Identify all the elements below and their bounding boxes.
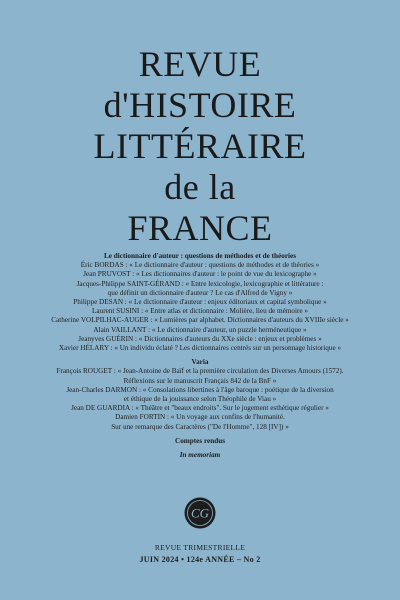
toc-entry: Alain VAILLANT : « Le dictionnaire d'auteur, un puzzle herméneutique » — [93, 325, 307, 334]
title-line-france: FRANCE — [127, 208, 273, 248]
toc-entry: Jean DE GUARDIA : « Théâtre et "beaux endroits". Sur le jugement esthétique régulier » — [71, 404, 329, 413]
classiques-garnier-logo-icon — [184, 497, 216, 529]
toc-entry: Jeanyves GUÉRIN : « Dictionnaires d'auteurs du XXe siècle : enjeux et problèmes » — [78, 334, 322, 343]
comptes-rendus-heading: Comptes rendus — [175, 436, 225, 445]
logo-monogram: CG — [190, 505, 210, 521]
toc-entry: Sur une remarque des Caractères ("De l'Homme", 128 [IV]) » — [111, 422, 289, 431]
toc-entry: Laurent SUSINI : « Entre atlas et dictionnaire : Molière, lieu de mémoire » — [92, 307, 308, 316]
in-memoriam-heading: In memoriam — [179, 451, 221, 460]
toc-entry: Damien FORTIN : « Un voyage aux confins de l'humanité. — [115, 413, 285, 422]
toc-entry: Philippe DESAN : « Le dictionnaire d'auteur : enjeux éditoriaux et capital symbolique » — [73, 298, 327, 307]
journal-title — [0, 44, 400, 249]
toc-entry: Éric BORDAS : « Le dictionnaire d'auteur : questions de méthodes et de théories » — [80, 261, 320, 270]
title-line-histoire: d'HISTOIRE — [103, 85, 297, 125]
toc-entry: Catherine VOLPILHAC-AUGER : « Lumières par alphabet. Dictionnaires d'auteurs du XVIIIe siècle » — [51, 316, 349, 325]
toc-entry: Réflexions sur le manuscrit Français 842 de la BnF » — [123, 376, 277, 385]
varia-heading: Varia — [191, 358, 209, 367]
title-line-litteraire: LITTÉRAIRE — [93, 126, 307, 166]
toc-entry: Jean PRUVOST : « Les dictionnaires d'auteur : le point de vue du lexicographe » — [83, 270, 317, 279]
toc-entry: et éthique de la jouissance selon Théophile de Viau » — [123, 395, 277, 404]
issue-label: JUIN 2024 • 124e ANNÉE – No 2 — [139, 555, 261, 564]
toc-entry: Xavier HÉLARY : « Un individu éclaté ? Les dictionnaires centrés sur un personnage historique » — [58, 344, 342, 353]
toc-entry: François ROUGET : « Jean-Antoine de Baïf et la première circulation des Diverses Amours (1572). — [56, 367, 344, 376]
toc-entry: Jean-Charles DARMON : « Consolations libertines à l'âge baroque : poétique de la diversion — [66, 385, 334, 394]
title-line-de-la: de la — [164, 167, 236, 207]
cover-footer — [0, 542, 400, 566]
table-of-contents — [10, 252, 390, 460]
toc-entry: Jacques-Philippe SAINT-GÉRAND : « Entre lexicologie, lexicographie et littérature : — [76, 279, 324, 288]
toc-entry: que définit un dictionnaire d'auteur ? Le cas d'Alfred de Vigny » — [107, 288, 293, 297]
title-line-revue: REVUE — [138, 44, 262, 84]
dossier-heading: Le dictionnaire d'auteur : questions de méthodes et de théories — [104, 252, 296, 260]
periodicity-label: REVUE TRIMESTRIELLE — [154, 543, 246, 552]
